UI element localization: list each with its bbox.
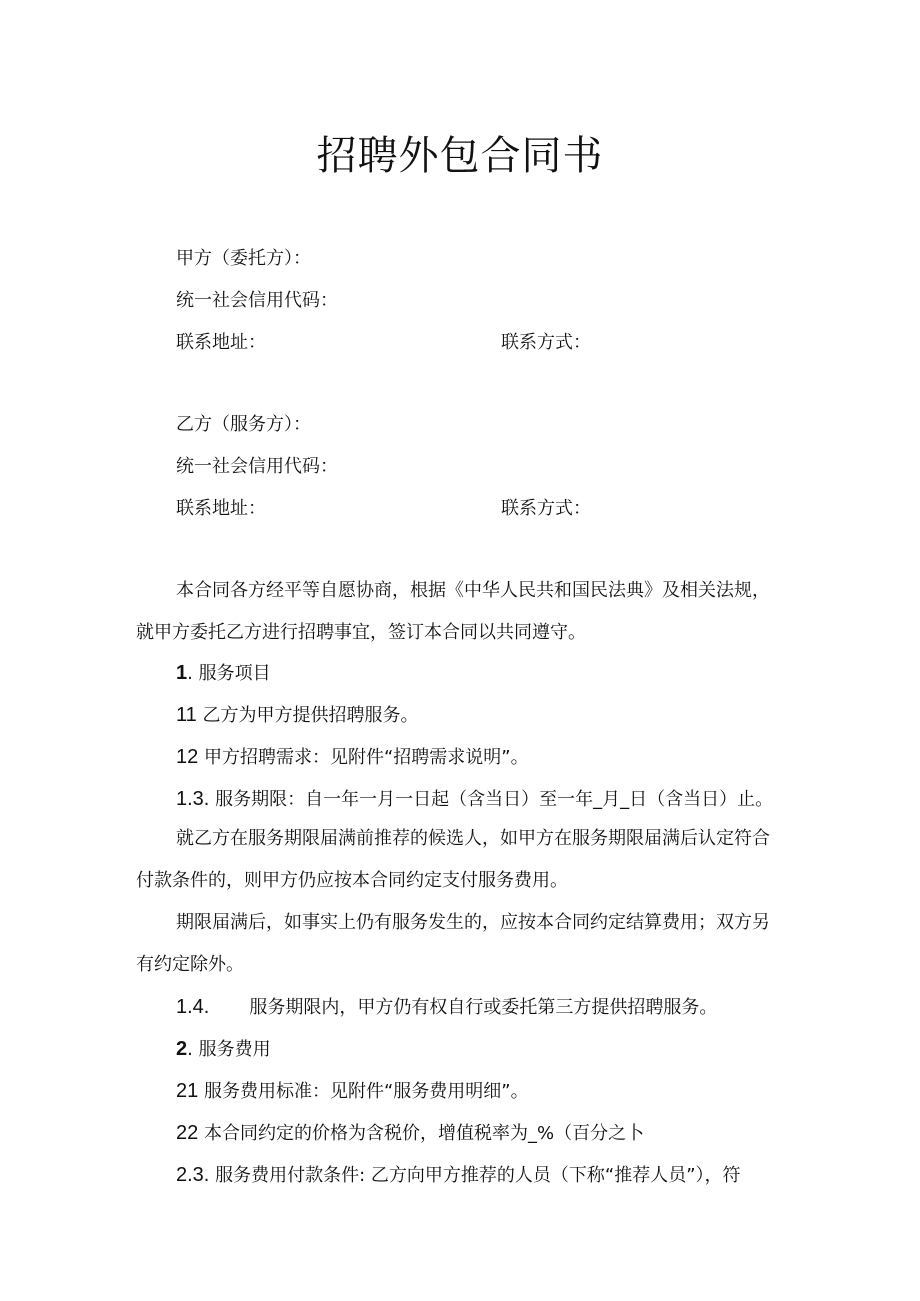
clause-2-3: [176, 1162, 741, 1189]
section-1-heading: [176, 660, 271, 687]
party-b-credit-code-label: 统一社会信用代码：: [176, 456, 338, 477]
preamble-line-2: 就甲方委托乙方进行招聘事宜，签订本合同以共同遵守。: [136, 622, 586, 643]
party-a-address-label: 联系地址：: [176, 332, 266, 353]
clause-1-4: [176, 994, 717, 1021]
party-a-label: 甲方（委托方）：: [176, 248, 311, 269]
clause-1-3: [176, 786, 773, 813]
clause-2-1: [176, 1078, 529, 1105]
section-1-number: 1: [176, 662, 188, 684]
clause-1-2-text: 甲方招聘需求：见附件“招聘需求说明”。: [198, 747, 529, 768]
party-a-credit-code-label: 统一社会信用代码：: [176, 290, 338, 311]
clause-1-2: [176, 744, 529, 771]
party-b-address-label: 联系地址：: [176, 498, 266, 519]
party-a-contact-label: 联系方式：: [501, 332, 591, 353]
clause-1-1-number: 11: [176, 704, 197, 726]
clause-2-1-number: 21: [176, 1080, 199, 1102]
party-b-label: 乙方（服务方）：: [176, 414, 311, 435]
clause-1-3-para-2-line-1: 期限届满后，如事实上仍有服务发生的，应按本合同约定结算费用；双方另: [176, 912, 770, 933]
clause-2-2: [176, 1120, 644, 1147]
clause-2-2-number: 22: [176, 1122, 199, 1144]
clause-1-4-text: 服务期限内，甲方仍有权自行或委托第三方提供招聘服务。: [249, 997, 718, 1018]
party-b-contact-label: 联系方式：: [501, 498, 591, 519]
clause-1-3-para-2-line-2: 有约定除外。: [136, 954, 244, 975]
clause-1-4-number: 1.4.: [176, 996, 210, 1018]
clause-2-1-text: 服务费用标准：见附件“服务费用明细”。: [198, 1081, 529, 1102]
clause-1-3-number: 1.3.: [176, 788, 210, 810]
section-2-number: 2: [176, 1038, 188, 1060]
clause-1-3-para-1-line-2: 付款条件的，则甲方仍应按本合同约定支付服务费用。: [136, 870, 568, 891]
clause-1-1-text: 乙方为甲方提供招聘服务。: [196, 705, 419, 726]
clause-2-2-text: 本合同约定的价格为含税价，增值税率为_%（百分之卜: [198, 1123, 645, 1144]
clause-2-3-text: 服务费用付款条件: 乙方向甲方推荐的人员（下称“推荐人员”），符: [209, 1165, 741, 1186]
clause-1-1: [176, 702, 419, 729]
clause-1-3-para-1-line-1: 就乙方在服务期限届满前推荐的候选人，如甲方在服务期限届满后认定符合: [176, 828, 770, 849]
preamble-line-1: 本合同各方经平等自愿协商，根据《中华人民共和国民法典》及相关法规，: [176, 580, 770, 601]
clause-2-3-number: 2.3.: [176, 1164, 210, 1186]
section-2-title: . 服务费用: [187, 1039, 271, 1060]
section-2-heading: [176, 1036, 271, 1063]
clause-1-2-number: 12: [176, 746, 199, 768]
clause-1-3-text: 服务期限：自一年一月一日起（含当日）至一年_月_日（含当日）止。: [209, 789, 774, 810]
document-title: 招聘外包合同书: [316, 133, 604, 179]
section-1-title: . 服务项目: [187, 663, 271, 684]
